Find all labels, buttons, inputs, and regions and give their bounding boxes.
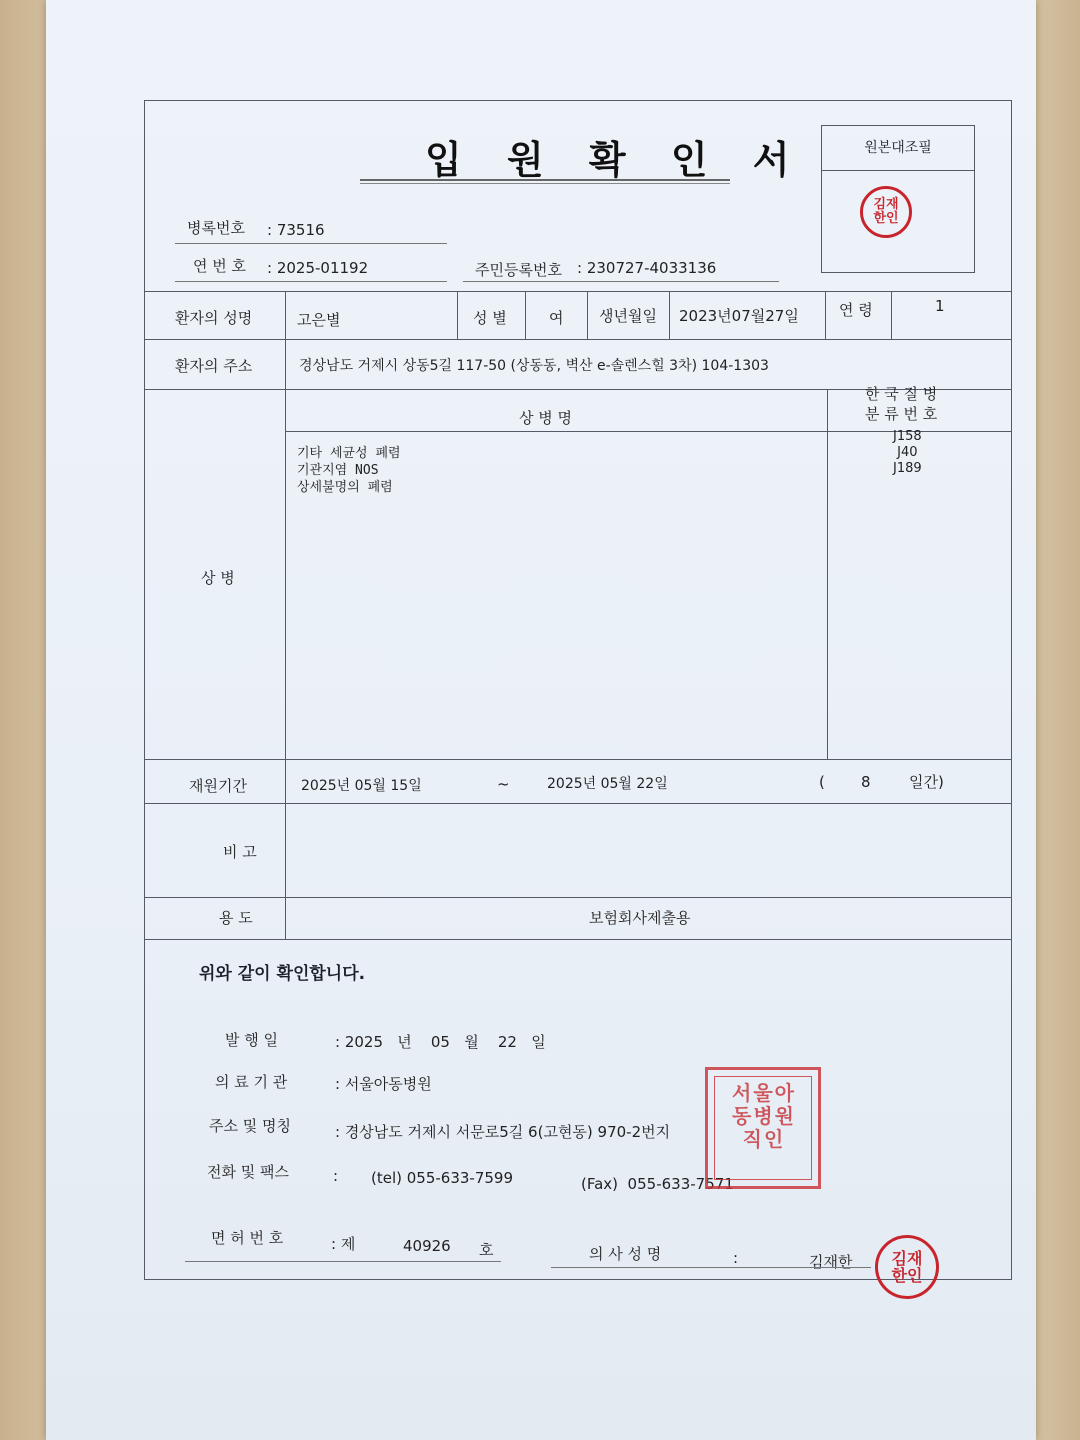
grid-line bbox=[669, 291, 670, 339]
grid-line bbox=[827, 389, 828, 759]
disease-code: J40 bbox=[897, 445, 918, 460]
period-close: 일간) bbox=[909, 773, 944, 791]
dob-value: 2023년07월27일 bbox=[679, 307, 799, 325]
rrn-label: 주민등록번호 bbox=[475, 261, 562, 279]
doctor-underline bbox=[551, 1267, 871, 1268]
period-start: 2025년 05월 15일 bbox=[301, 778, 422, 794]
grid-line bbox=[145, 759, 1011, 760]
disease-code-list bbox=[893, 429, 922, 477]
purpose-label: 용 도 bbox=[219, 909, 253, 927]
license-underline bbox=[185, 1261, 501, 1262]
kcd-header-line-2: 분 류 번 호 bbox=[865, 405, 938, 423]
original-verified-label: 원본대조필 bbox=[822, 126, 974, 171]
doctor-name: 김재한 bbox=[809, 1253, 853, 1271]
period-days: 8 bbox=[861, 773, 871, 791]
address-label: 환자의 주소 bbox=[175, 357, 253, 375]
inst-address-label: 주소 및 명칭 bbox=[209, 1117, 291, 1135]
license-no: 40926 bbox=[403, 1237, 451, 1255]
disease-label: 상 병 bbox=[201, 569, 235, 587]
fax-value: (Fax) 055-633-7571 bbox=[581, 1175, 734, 1193]
address-value: 경상남도 거제시 상동5길 117-50 (상동동, 벽산 e-솔렌스힐 3차) 104-1303 bbox=[299, 358, 769, 374]
age-label: 연 령 bbox=[839, 301, 873, 319]
serial-no-underline bbox=[175, 281, 447, 282]
grid-line bbox=[587, 291, 588, 339]
grid-line bbox=[525, 291, 526, 339]
disease-name: 기타 세균성 폐렴 bbox=[297, 446, 401, 461]
rrn-value: : 230727-4033136 bbox=[577, 259, 717, 277]
grid-line bbox=[145, 803, 1011, 804]
period-end: 2025년 05월 22일 bbox=[547, 776, 668, 792]
grid-line bbox=[145, 897, 1011, 898]
age-value: 1 bbox=[935, 297, 945, 315]
document-paper bbox=[46, 0, 1036, 1440]
grid-line bbox=[145, 339, 1011, 340]
period-open: ( bbox=[819, 773, 825, 791]
serial-no-label: 연 번 호 bbox=[193, 257, 247, 275]
hospital-seal-icon: 서울아동병원직인 bbox=[705, 1067, 821, 1189]
patient-name-value: 고은별 bbox=[297, 311, 341, 329]
dob-label: 생년월일 bbox=[599, 307, 657, 325]
issue-date-value: : 2025 년 05 월 22 일 bbox=[335, 1033, 546, 1051]
patient-name-label: 환자의 성명 bbox=[175, 309, 253, 327]
admission-certificate-form bbox=[144, 100, 1012, 1285]
kcd-header-line-1: 한 국 질 병 bbox=[865, 385, 938, 403]
serial-no-value: : 2025-01192 bbox=[267, 259, 369, 277]
grid-line bbox=[145, 939, 1011, 940]
issue-date-label: 발 행 일 bbox=[225, 1031, 279, 1049]
grid-line bbox=[285, 291, 286, 939]
doctor-label: 의 사 성 명 bbox=[589, 1245, 662, 1263]
remarks-label: 비 고 bbox=[223, 843, 257, 861]
disease-code: J158 bbox=[893, 429, 922, 444]
record-no-value: : 73516 bbox=[267, 221, 325, 239]
disease-name-header: 상 병 명 bbox=[519, 409, 573, 427]
record-no-label: 병록번호 bbox=[187, 219, 245, 237]
doctor-seal-icon: 김재 한인 bbox=[875, 1235, 939, 1299]
phone-label: 전화 및 팩스 bbox=[207, 1163, 289, 1181]
license-label: 면 허 번 호 bbox=[211, 1229, 284, 1247]
record-no-underline bbox=[175, 243, 447, 244]
license-suffix: 호 bbox=[479, 1241, 494, 1259]
institution-value: : 서울아동병원 bbox=[335, 1075, 432, 1093]
institution-label: 의 료 기 관 bbox=[215, 1073, 288, 1091]
disease-name: 기관지염 NOS bbox=[297, 463, 379, 478]
phone-colon: : bbox=[333, 1167, 339, 1185]
doctor-colon: : bbox=[733, 1249, 739, 1267]
purpose-value: 보험회사제출용 bbox=[589, 909, 691, 927]
inst-address-value: : 경상남도 거제시 서문로5길 6(고현동) 970-2번지 bbox=[335, 1123, 671, 1141]
grid-line bbox=[457, 291, 458, 339]
title-underline bbox=[360, 179, 730, 184]
confirm-text: 위와 같이 확인합니다. bbox=[199, 964, 366, 984]
disease-list bbox=[297, 445, 401, 496]
period-label: 재원기간 bbox=[189, 777, 247, 795]
tel-value: (tel) 055-633-7599 bbox=[371, 1169, 514, 1187]
disease-name: 상세불명의 폐렴 bbox=[297, 480, 393, 495]
period-tilde: ~ bbox=[497, 775, 510, 793]
sex-label: 성 별 bbox=[473, 309, 507, 327]
grid-line bbox=[825, 291, 826, 339]
rrn-underline bbox=[463, 281, 779, 282]
sex-value: 여 bbox=[549, 309, 564, 327]
disease-code: J189 bbox=[893, 461, 922, 476]
grid-line bbox=[891, 291, 892, 339]
grid-line bbox=[145, 291, 1011, 292]
original-verified-box bbox=[821, 125, 975, 273]
document-title: 입 원 확 인 서 bbox=[425, 138, 806, 182]
verification-seal-icon: 김재 한인 bbox=[860, 186, 912, 238]
license-prefix: : 제 bbox=[331, 1235, 356, 1253]
